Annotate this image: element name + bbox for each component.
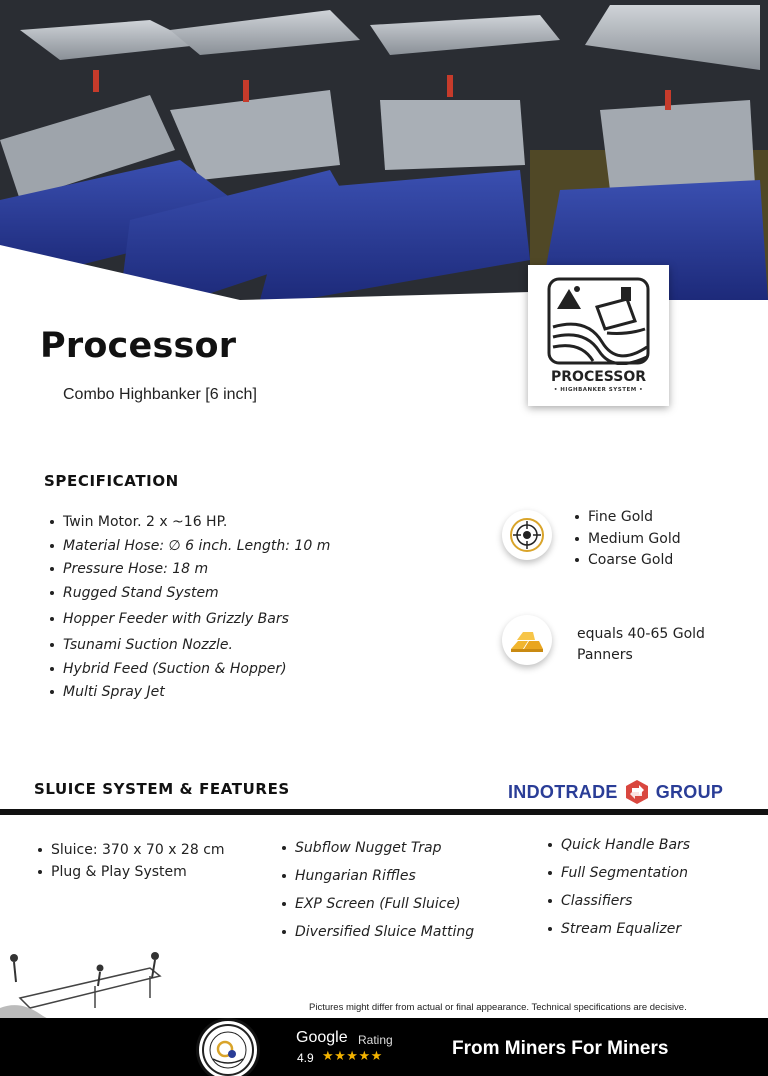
sluice-item: EXP Screen (Full Sluice) [279,894,474,922]
gold-type-item: Coarse Gold [572,550,681,572]
gold-types-list [572,507,681,572]
processor-logo [528,265,669,406]
specification-list [47,512,330,706]
gold-bars-icon [502,615,552,665]
google-label: Google [296,1029,348,1046]
gold-type-item: Fine Gold [572,507,681,529]
seal-emblem-icon [199,1021,257,1076]
processor-emblem-icon [547,277,650,365]
sluice-list-2 [279,838,474,950]
logo-subtitle: • HIGHBANKER SYSTEM • [553,387,644,393]
sluice-item: Hungarian Riffles [279,866,474,894]
gold-type-badge [502,510,552,560]
specification-heading: SPECIFICATION [44,472,179,490]
sluice-list-3 [545,835,690,947]
company-seal-logo [196,1018,260,1076]
brand-right: GROUP [655,781,724,802]
indotrade-mark-icon [624,779,650,805]
product-subtitle: Combo Highbanker [6 inch] [63,386,257,403]
tagline: From Miners For Miners [452,1038,669,1059]
capacity-badge [502,615,552,665]
sluice-item: Subflow Nugget Trap [279,838,474,866]
sluice-item: Stream Equalizer [545,919,690,947]
product-title: Processor [40,326,237,366]
spec-item: Pressure Hose: 18 m [47,559,330,583]
crosshair-target-icon [502,510,552,560]
sluice-item: Quick Handle Bars [545,835,690,863]
sluice-item: Full Segmentation [545,863,690,891]
sluice-item: Sluice: 370 x 70 x 28 cm [35,840,225,862]
disclaimer-text: Pictures might differ from actual or final appearance. Technical specifications are decisive. [309,1002,687,1013]
spec-item: Material Hose: ∅ 6 inch. Length: 10 m [47,536,330,560]
sluice-heading: SLUICE SYSTEM & FEATURES [34,780,290,798]
brand-left: INDOTRADE [508,781,618,802]
spec-item: Hopper Feeder with Grizzly Bars [47,609,330,633]
sluice-item: Plug & Play System [35,862,225,884]
brand-logo [508,779,723,805]
spec-item: Twin Motor. 2 x ~16 HP. [47,512,330,536]
sluice-list-1 [35,840,225,884]
spec-item: Multi Spray Jet [47,682,330,706]
spec-item: Hybrid Feed (Suction & Hopper) [47,659,330,683]
rating-label: Rating [358,1033,393,1047]
sluice-item: Diversified Sluice Matting [279,922,474,950]
highbanker-machines-illustration [0,0,768,300]
miners-sketch-illustration [0,948,200,1020]
sluice-item: Classifiers [545,891,690,919]
gold-type-item: Medium Gold [572,529,681,551]
hero-photo [0,0,768,300]
section-divider [0,809,768,815]
logo-title: PROCESSOR [551,369,646,385]
spec-item: Rugged Stand System [47,583,330,607]
rating-value: 4.9 [297,1051,314,1065]
capacity-text: equals 40-65 Gold Panners [577,626,705,663]
spec-item: Tsunami Suction Nozzle. [47,635,330,659]
rating-stars: ★★★★★ [322,1049,383,1064]
